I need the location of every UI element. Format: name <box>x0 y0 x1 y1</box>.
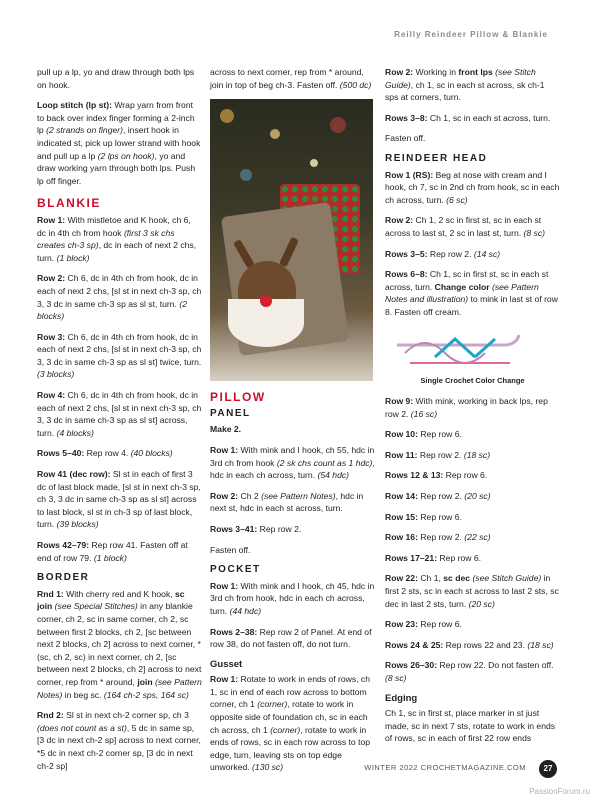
instruction-row: Ch 1, sc in first st, place marker in st just made, sc in next 7 sts, rotate to work in ends of rows, sc in each of first 22 row ends <box>385 708 556 744</box>
instruction-row: Rows 12 & 13: Rep row 6. <box>385 470 488 481</box>
color-change-diagram <box>395 327 525 371</box>
instruction-row: Rows 3–8: Ch 1, sc in each st across, turn. <box>385 112 551 123</box>
running-header: Reilly Reindeer Pillow & Blankie <box>394 30 548 39</box>
instruction-row: Row 1: Rotate to work in ends of rows, ch 1, sc in end of each row across to bottom corner, ch 1 (corner), rotate to work in opposite side of foundation ch, sc in each ch across, ch 1 (corner), rotate to work in ends of rows, sc in each row across to top edge, turn, leaving sts on top edge unworked. (130 sc) <box>210 674 371 773</box>
instruction-row: Row 3: Ch 6, dc in 4th ch from hook, dc in each of next 2 chs, [sl st in next ch-3 sp, ch 3, 3 dc in same ch-3 sp as sl st] twice, turn. (3 blocks) <box>37 331 202 380</box>
instruction-row: Row 41 (dec row): Sl st in each of first 3 dc of last block made, [sl st in next ch-3 sp, ch 3, 3 dc in same ch-3 sp as sl st] across to last block, sl st in ch-3 sp of last block, turn. (39 blocks) <box>37 469 201 530</box>
instruction-row: Row 2: Ch 2 (see Pattern Notes), hdc in next st, hdc in each st across, turn. <box>210 490 364 514</box>
instruction-row: Row 16: Rep row 2. (22 sc) <box>385 532 491 543</box>
instruction-row: Row 2: Working in front lps (see Stitch Guide), ch 1, sc in each st across, sk ch-1 sps at corners, turn. <box>385 67 545 103</box>
instruction-row: Row 22: Ch 1, sc dec (see Stitch Guide) in first 2 sts, sc in each st across to last 2 sts, sc dec in last 2 sts, turn. (20 sc) <box>385 573 559 609</box>
section-heading-pocket: POCKET <box>210 564 261 576</box>
section-heading-pillow: PILLOW <box>210 390 266 405</box>
hook-tip <box>507 335 519 345</box>
section-heading-gusset: Gusset <box>210 658 243 670</box>
instruction-row: Rows 17–21: Rep row 6. <box>385 552 482 563</box>
instruction-row: Rows 3–5: Rep row 2. (14 sc) <box>385 248 501 259</box>
instruction-row: Row 2: Ch 1, 2 sc in first st, sc in each st across to last st, 2 sc in last st, turn. (8 sc) <box>385 215 545 238</box>
column-1 <box>37 66 202 780</box>
instruction-row: Rnd 1: With cherry red and K hook, sc join (see Special Stitches) in any blankie corner, ch 2, sc in same corner, ch 2, sc between first 2 blocks, ch 2, [sc between next 2 blocks, ch 2] across to next corner, *(sc, ch 2, sc) in next corner, ch 2, [sc between next 2 blocks, ch 2] across to next corner, rep from * around, join (see Pattern Notes) in beg sc. (164 ch-2 sps, 164 sc) <box>37 588 202 700</box>
section-heading-blankie: BLANKIE <box>37 196 101 211</box>
instruction-row: Row 10: Rep row 6. <box>385 429 462 440</box>
column-3 <box>385 66 560 753</box>
instruction-row: Row 1: With mink and I hook, ch 55, hdc in 3rd ch from hook (2 sk chs count as 1 hdc), hdc in each ch across, turn. (54 hdc) <box>210 444 375 481</box>
section-heading-border: BORDER <box>37 572 90 584</box>
yarn-strand-blue <box>435 339 475 357</box>
pillow-photo <box>210 99 373 381</box>
instruction-row: Row 1: With mistletoe and K hook, ch 6, dc in 4th ch from hook (first 3 sk chs creates ch-3 sp), dc in each of next 2 chs, turn. (1 block) <box>37 214 197 263</box>
paragraph: pull up a lp, yo and draw through both lps on hook. <box>37 67 195 90</box>
instruction-row: Rows 2–38: Rep row 2 of Panel. At end of row 38, do not fasten off, do not turn. <box>210 626 372 650</box>
section-heading-edging: Edging <box>385 692 418 704</box>
instruction-row: Row 1: With mink and I hook, ch 45, hdc in 3rd ch from hook, hdc in each ch across, turn. (44 hdc) <box>210 580 375 616</box>
instruction-row: Row 23: Rep row 6. <box>385 619 462 630</box>
instruction-row: Rows 3–41: Rep row 2. <box>210 523 302 534</box>
instruction-row: Row 11: Rep row 2. (18 sc) <box>385 449 491 460</box>
page-footer: WINTER 2022 CROCHETMAGAZINE.COM <box>364 763 526 772</box>
instruction-row: Rows 5–40: Rep row 4. (40 blocks) <box>37 448 173 459</box>
column-2 <box>210 66 375 782</box>
instruction-row: Row 15: Rep row 6. <box>385 511 462 522</box>
section-heading-panel: PANEL <box>210 407 251 419</box>
diagram-caption: Single Crochet Color Change <box>420 375 525 385</box>
instruction-row: Rows 26–30: Rep row 22. Do not fasten off. (8 sc) <box>385 660 554 683</box>
paragraph: Make 2. <box>210 424 242 435</box>
instruction-row: Rows 24 & 25: Rep rows 22 and 23. (18 sc) <box>385 639 554 650</box>
watermark: PassionForum.ru <box>529 787 590 796</box>
page-number: 27 <box>539 760 557 778</box>
instruction-row: Rows 6–8: Ch 1, sc in first st, sc in each st across, turn. Change color (see Pattern Notes and illustration) to mink in last st of row 8. Fasten off cream. <box>385 269 558 317</box>
instruction-row: Row 1 (RS): Beg at nose with cream and I hook, ch 7, sc in 2nd ch from hook, sc in each ch across, turn. (6 sc) <box>385 169 560 205</box>
instruction-row: Rnd 2: Sl st in next ch-2 corner sp, ch 3 (does not count as a st), 5 dc in same sp, [3 dc in next ch-2 sp] across to next corner, *5 dc in next ch-2 corner sp, [3 dc in next ch-2 sp] <box>37 710 201 771</box>
instruction-row: Row 4: Ch 6, dc in 4th ch from hook, dc in each of next 2 chs, [sl st in next ch-3 sp, ch 3, 3 dc in same ch-3 sp as sl st] across, turn. (4 blocks) <box>37 390 202 438</box>
instruction-row: Row 14: Rep row 2. (20 sc) <box>385 491 491 502</box>
instruction-row: Row 9: With mink, working in back lps, rep row 2. (16 sc) <box>385 396 548 419</box>
section-heading-reindeer-head: REINDEER HEAD <box>385 152 488 164</box>
instruction-row: Rows 42–79: Rep row 41. Fasten off at end of row 79. (1 block) <box>37 540 188 563</box>
paragraph: Loop stitch (lp st): Wrap yarn from front to back over index finger forming a 2-inch lp (2 strands on finger), insert hook in indicated st, pick up lower strand with hook and pull up a lp (2 lps on hook), yo and draw working yarn through both lps. Push lp off finger. <box>37 100 201 186</box>
paragraph: Fasten off. <box>210 544 251 555</box>
paragraph: Fasten off. <box>385 133 426 144</box>
instruction-row: Row 2: Ch 6, dc in 4th ch from hook, dc in each of next 2 chs, [sl st in next ch-3 sp, ch 3, 3 dc in same ch-3 sp as sl st, turn. (2 blocks) <box>37 273 202 322</box>
paragraph: across to next corner, rep from * around, join in top of beg ch-3. Fasten off. (500 dc) <box>210 67 372 90</box>
